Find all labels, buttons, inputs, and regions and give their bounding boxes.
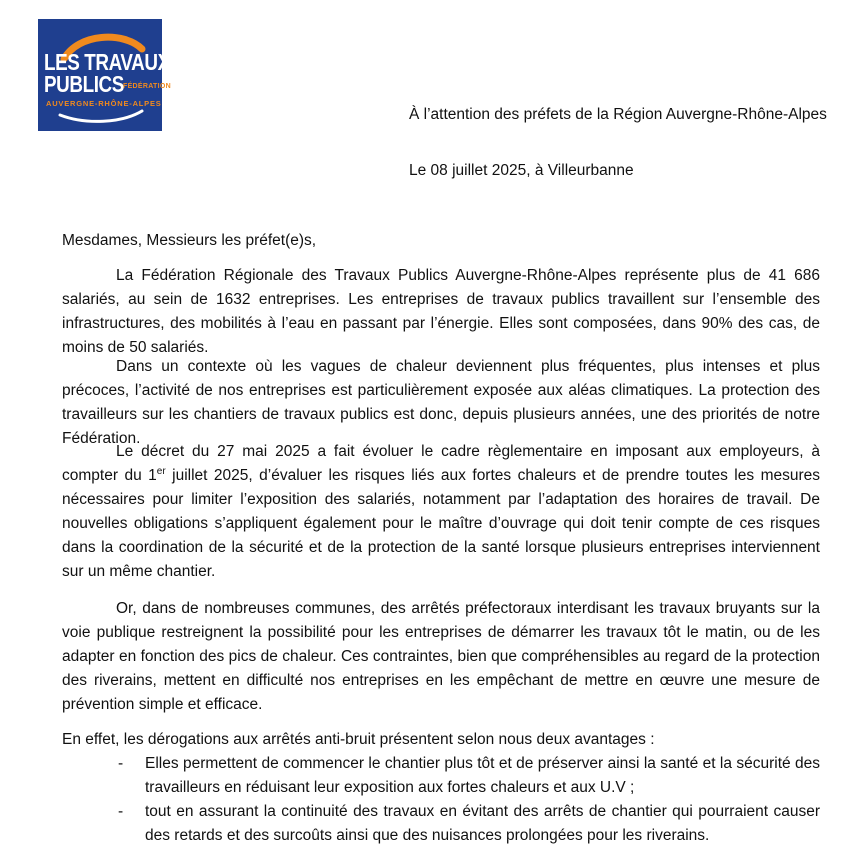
dash-marker: - <box>118 755 124 772</box>
federation-logo <box>38 19 171 131</box>
paragraph-3-end: juillet 2025, d’évaluer les risques liés aux fortes chaleurs et de prendre toutes les mesures nécessaires pour limiter l’exposition des salariés, notamment par l’adaptation des horaires de travail. De nouvelles obligations s’appliquent également pour le maître d’ouvrage qui doit tenir compte de ces risques dans la coordination de la sécurité et de la protection de la santé lorsque plusieurs entreprises interviennent sur un même chantier. <box>62 467 820 580</box>
ordinal-superscript: er <box>156 465 166 477</box>
list-item <box>62 752 820 800</box>
list-item-text: tout en assurant la continuité des travaux en évitant des arrêts de chantier qui pourraient causer des retards et des surcoûts ainsi que des nuisances prolongées pour les riverains. <box>145 803 820 844</box>
salutation: Mesdames, Messieurs les préfet(e)s, <box>62 232 317 249</box>
paragraph-3-start: Le décret du 27 mai 2025 a fait évoluer le cadre règlementaire en imposant aux employeurs, à compter du 1 <box>62 443 820 484</box>
list-intro: En effet, les dérogations aux arrêtés anti-bruit présentent selon nous deux avantages : <box>62 731 655 748</box>
list-item-text: Elles permettent de commencer le chantier plus tôt et de préserver ainsi la santé et la sécurité des travailleurs en réduisant leur exposition aux fortes chaleurs et aux U.V ; <box>145 755 820 796</box>
paragraph-3 <box>62 440 820 584</box>
logo-federation: FÉDÉRATION <box>123 83 171 90</box>
paragraph-4: Or, dans de nombreuses communes, des arrêtés préfectoraux interdisant les travaux bruyants sur la voie publique restreignent la possibilité pour les entreprises de démarrer les travaux tôt le matin, ou de les adapter en fonction des pics de chaleur. Ces contraintes, bien que compréhensibles au regard de la protection des riverains, mettent en difficulté nos entreprises en les empêchant de mettre en œuvre une mesure de prévention simple et efficace. <box>62 600 820 713</box>
logo-text-line2: PUBLICS <box>44 71 124 97</box>
advantages-list <box>62 752 820 848</box>
list-item <box>62 800 820 848</box>
paragraph-2: Dans un contexte où les vagues de chaleur deviennent plus fréquentes, plus intenses et plus précoces, l’activité de nos entreprises est particulièrement exposée aux aléas climatiques. La protection des travailleurs sur les chantiers de travaux publics est donc, depuis plusieurs années, une des priorités de notre Fédération. <box>62 358 820 447</box>
dash-marker: - <box>118 803 124 820</box>
date-line: Le 08 juillet 2025, à Villeurbanne <box>409 162 634 179</box>
addressee-line: À l’attention des préfets de la Région Auvergne-Rhône-Alpes <box>409 106 827 123</box>
logo-region: AUVERGNE-RHÔNE-ALPES <box>46 99 162 108</box>
logo-text-line1: LES TRAVAUX <box>44 49 170 75</box>
paragraph-1: La Fédération Régionale des Travaux Publics Auvergne-Rhône-Alpes représente plus de 41 686 salariés, au sein de 1632 entreprises. Les entreprises de travaux publics travaillent sur l’ensemble des infrastructures, des mobilités à l’eau en passant par l’énergie. Elles sont composées, dans 90% des cas, de moins de 50 salariés. <box>62 267 820 356</box>
